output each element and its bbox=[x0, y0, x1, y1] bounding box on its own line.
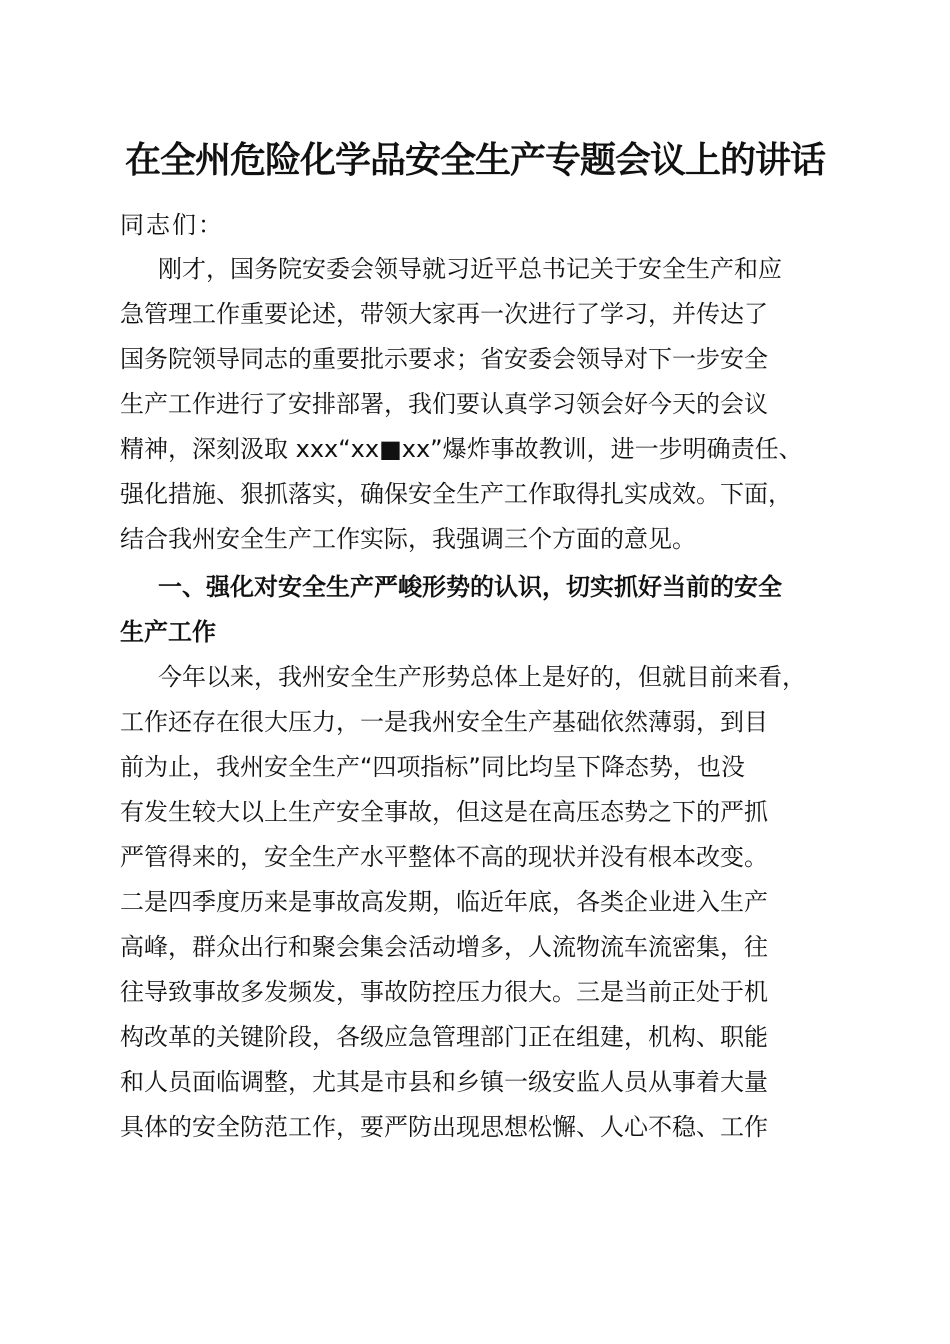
paragraph-line: 结合我州安全生产工作实际，我强调三个方面的意见。 bbox=[120, 525, 696, 553]
paragraph-line: 急管理工作重要论述，带领大家再一次进行了学习，并传达了 bbox=[120, 300, 768, 328]
paragraph-line: 精神，深刻汲取 xxx“xx■xx”爆炸事故教训，进一步明确责任、 bbox=[120, 435, 803, 463]
paragraph-line: 刚才，国务院安委会领导就习近平总书记关于安全生产和应 bbox=[158, 255, 782, 283]
paragraph-line: 高峰，群众出行和聚会集会活动增多，人流物流车流密集，往 bbox=[120, 933, 768, 961]
heading-line: 一、强化对安全生产严峻形势的认识，切实抓好当前的安全 bbox=[158, 573, 782, 601]
paragraph-line: 二是四季度历来是事故高发期，临近年底，各类企业进入生产 bbox=[120, 888, 768, 916]
paragraph-line: 往导致事故多发频发，事故防控压力很大。三是当前正处于机 bbox=[120, 978, 768, 1006]
salutation: 同志们： bbox=[120, 211, 224, 239]
paragraph-line: 具体的安全防范工作，要严防出现思想松懈、人心不稳、工作 bbox=[120, 1113, 768, 1141]
heading-line: 生产工作 bbox=[120, 618, 216, 646]
paragraph-line: 严管得来的，安全生产水平整体不高的现状并没有根本改变。 bbox=[120, 843, 768, 871]
paragraph-line: 国务院领导同志的重要批示要求；省安委会领导对下一步安全 bbox=[120, 345, 768, 373]
paragraph-line: 工作还存在很大压力，一是我州安全生产基础依然薄弱，到目 bbox=[120, 708, 768, 736]
paragraph-line: 强化措施、狠抓落实，确保安全生产工作取得扎实成效。下面， bbox=[120, 480, 792, 508]
paragraph-line: 前为止，我州安全生产“四项指标”同比均呈下降态势，也没 bbox=[120, 753, 745, 781]
document-title: 在全州危险化学品安全生产专题会议上的讲话 bbox=[124, 139, 825, 181]
paragraph-line: 构改革的关键阶段，各级应急管理部门正在组建，机构、职能 bbox=[120, 1023, 768, 1051]
paragraph-line: 和人员面临调整，尤其是市县和乡镇一级安监人员从事着大量 bbox=[120, 1068, 768, 1096]
paragraph-line: 有发生较大以上生产安全事故，但这是在高压态势之下的严抓 bbox=[120, 798, 768, 826]
paragraph-line: 今年以来，我州安全生产形势总体上是好的，但就目前来看， bbox=[158, 663, 806, 691]
paragraph-line: 生产工作进行了安排部署，我们要认真学习领会好今天的会议 bbox=[120, 390, 768, 418]
